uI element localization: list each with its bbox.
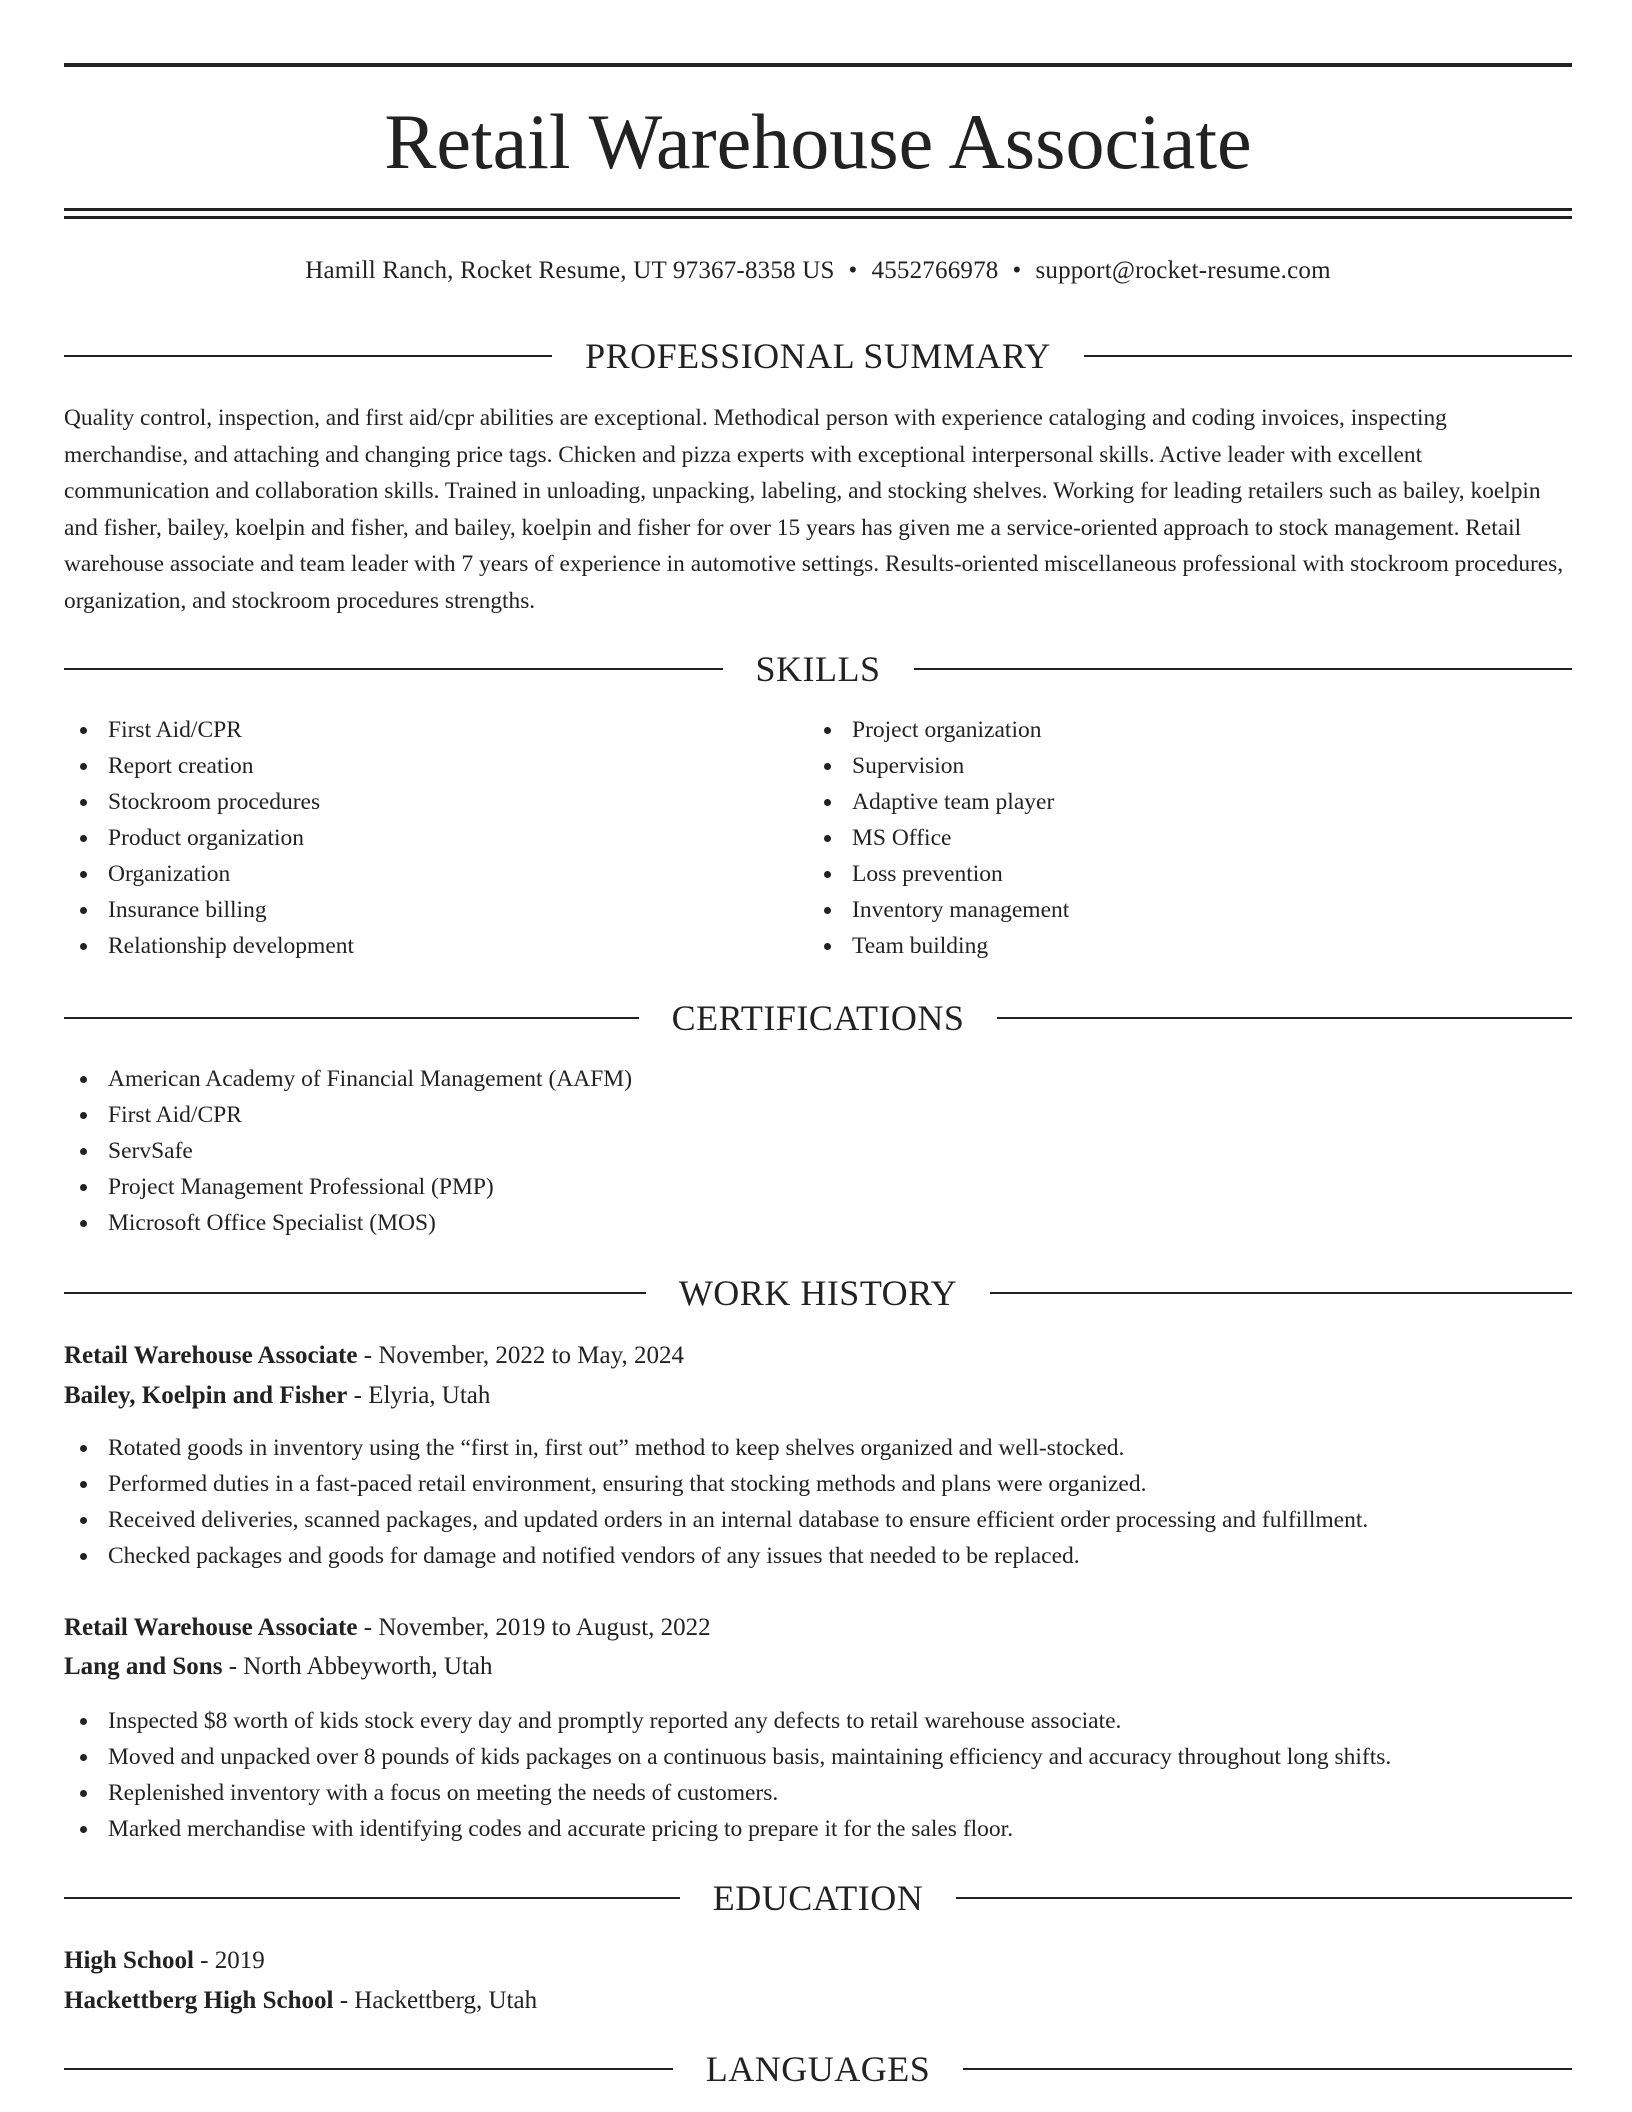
job-title: Retail Warehouse Associate — [64, 1614, 358, 1641]
section-title: PROFESSIONAL SUMMARY — [585, 336, 1051, 376]
contact-separator: • — [1012, 257, 1022, 284]
job-dates: - November, 2019 to August, 2022 — [357, 1614, 711, 1641]
certifications-heading — [64, 996, 1572, 1040]
list-item: Marked merchandise with identifying codes and accurate pricing to prepare it for the sales floor. — [64, 1811, 1572, 1847]
list-item: Report creation — [64, 748, 804, 784]
divider — [997, 1017, 1572, 1019]
contact-separator: • — [848, 257, 858, 284]
contact-line — [64, 254, 1572, 288]
list-item: First Aid/CPR — [64, 712, 804, 748]
divider — [64, 1292, 646, 1294]
job-location: - North Abbeyworth, Utah — [222, 1653, 493, 1680]
languages-heading — [64, 2047, 1572, 2091]
job-company-line — [64, 1378, 490, 1414]
list-item: Inventory management — [808, 892, 1548, 928]
job-title: Retail Warehouse Associate — [64, 1342, 358, 1369]
list-item: Stockroom procedures — [64, 784, 804, 820]
divider — [914, 668, 1573, 670]
contact-email: support@rocket-resume.com — [1035, 257, 1331, 284]
education-degree: High School — [64, 1947, 194, 1974]
list-item: First Aid/CPR — [64, 1097, 1572, 1133]
skills-left-column — [64, 712, 804, 964]
section-title: EDUCATION — [712, 1878, 924, 1918]
divider — [990, 1292, 1572, 1294]
list-item: Inspected $8 worth of kids stock every day and promptly reported any defects to retail warehouse associate. — [64, 1703, 1572, 1739]
divider — [64, 1897, 680, 1899]
job-dates: - November, 2022 to May, 2024 — [357, 1342, 685, 1369]
education-year: - 2019 — [193, 1947, 265, 1974]
divider — [963, 2068, 1572, 2070]
work-history-heading — [64, 1271, 1572, 1315]
job-title-line — [64, 1610, 711, 1646]
contact-address: Hamill Ranch, Rocket Resume, UT 97367-8358 US — [305, 257, 835, 284]
job-bullets — [64, 1430, 1572, 1574]
divider — [64, 355, 552, 357]
list-item: Moved and unpacked over 8 pounds of kids packages on a continuous basis, maintaining efficiency and accuracy throughout long shifts. — [64, 1739, 1572, 1775]
list-item: Team building — [808, 928, 1548, 964]
certifications-list — [64, 1061, 1572, 1241]
section-title: WORK HISTORY — [678, 1273, 958, 1313]
summary-heading — [64, 334, 1572, 378]
divider — [64, 2068, 673, 2070]
education-school-line — [64, 1983, 537, 2019]
list-item: Insurance billing — [64, 892, 804, 928]
list-item: Product organization — [64, 820, 804, 856]
job-company: Lang and Sons — [64, 1653, 223, 1680]
summary-text: Quality control, inspection, and first aid/cpr abilities are exceptional. Methodical person with experience cataloging and coding invoices, inspecting merchandise, and attaching and changing price tags. Chicken and pizza experts with exceptional interpersonal skills. Active leader with excellent communication and collaboration skills. Trained in unloading, unpacking, labeling, and stocking shelves. Working for leading retailers such as bailey, koelpin and fisher, bailey, koelpin and fisher, and bailey, koelpin and fisher for over 15 years has given me a service-oriented approach to stock management. Retail warehouse associate and team leader with 7 years of experience in automotive settings. Results-oriented miscellaneous professional with stockroom procedures, organization, and stockroom procedures strengths. — [64, 405, 1564, 614]
list-item: Supervision — [808, 748, 1548, 784]
job-company-line — [64, 1649, 493, 1685]
education-school: Hackettberg High School — [64, 1987, 334, 2014]
list-item: Organization — [64, 856, 804, 892]
top-rule — [64, 63, 1572, 67]
list-item: Microsoft Office Specialist (MOS) — [64, 1205, 1572, 1241]
list-item: Checked packages and goods for damage and notified vendors of any issues that needed to be replaced. — [64, 1538, 1572, 1574]
list-item: Project organization — [808, 712, 1548, 748]
job-company: Bailey, Koelpin and Fisher — [64, 1382, 348, 1409]
job-location: - Elyria, Utah — [347, 1382, 491, 1409]
title-rule-upper — [64, 208, 1572, 211]
divider — [64, 668, 723, 670]
divider — [64, 1017, 639, 1019]
list-item: Loss prevention — [808, 856, 1548, 892]
contact-phone: 4552766978 — [871, 257, 999, 284]
list-item: ServSafe — [64, 1133, 1572, 1169]
list-item: Adaptive team player — [808, 784, 1548, 820]
skills-right-column — [808, 712, 1548, 964]
list-item: Rotated goods in inventory using the “first in, first out” method to keep shelves organized and well-stocked. — [64, 1430, 1572, 1466]
divider — [1084, 355, 1572, 357]
resume-title: Retail Warehouse Associate — [384, 98, 1252, 185]
job-bullets — [64, 1703, 1572, 1847]
skills-heading — [64, 647, 1572, 691]
education-heading — [64, 1876, 1572, 1920]
list-item: Received deliveries, scanned packages, and updated orders in an internal database to ensure efficient order processing and fulfillment. — [64, 1502, 1572, 1538]
section-title: CERTIFICATIONS — [671, 998, 965, 1038]
divider — [956, 1897, 1572, 1899]
job-title-line — [64, 1338, 684, 1374]
section-title: LANGUAGES — [705, 2049, 931, 2089]
education-location: - Hackettberg, Utah — [333, 1987, 538, 2014]
education-degree-line — [64, 1943, 265, 1979]
list-item: MS Office — [808, 820, 1548, 856]
list-item: American Academy of Financial Management (AAFM) — [64, 1061, 1572, 1097]
list-item: Performed duties in a fast-paced retail environment, ensuring that stocking methods and plans were organized. — [64, 1466, 1572, 1502]
list-item: Project Management Professional (PMP) — [64, 1169, 1572, 1205]
section-title: SKILLS — [755, 649, 881, 689]
list-item: Relationship development — [64, 928, 804, 964]
list-item: Replenished inventory with a focus on meeting the needs of customers. — [64, 1775, 1572, 1811]
title-rule-lower — [64, 216, 1572, 219]
